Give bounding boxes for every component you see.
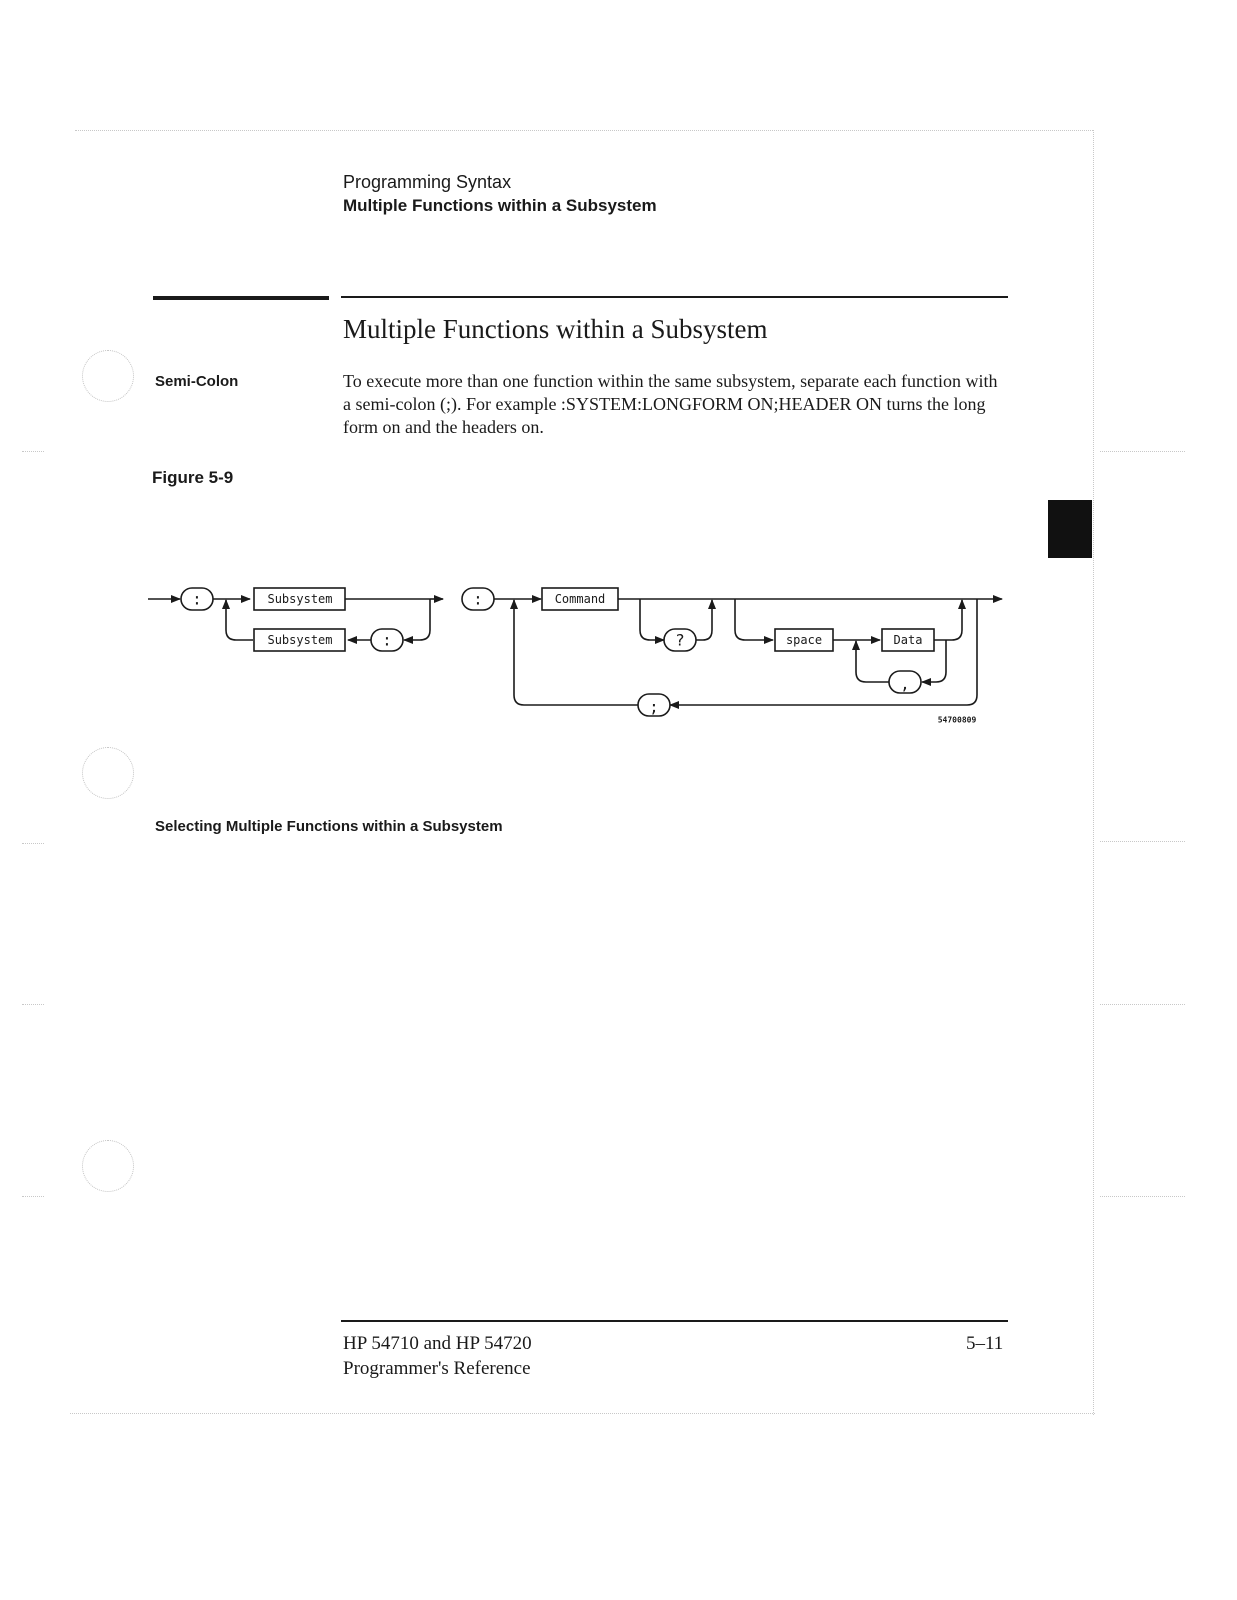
label-data: Data [893, 633, 923, 647]
page-number: 5–11 [966, 1333, 1004, 1354]
chapter-thumb-tab [1048, 500, 1092, 558]
art-number: 54700809 [937, 715, 977, 725]
margin-mark [1100, 451, 1185, 452]
body-paragraph: To execute more than one function within the same subsystem, separate each function with a semi-colon (;). For example :SYSTEM:LONGFORM ON;HEADER ON turns the long form on and the headers on. [343, 371, 998, 437]
label-subsystem-top: Subsystem [267, 592, 333, 606]
margin-mark [1100, 1004, 1185, 1005]
figure-caption: Selecting Multiple Functions within a Subsystem [155, 818, 503, 835]
label-colon-loop: : [382, 630, 392, 650]
page-border-top [75, 130, 1093, 131]
label-subsystem-bottom: Subsystem [267, 633, 333, 647]
margin-mark [1100, 1196, 1185, 1197]
section-rule-left [153, 296, 329, 300]
margin-mark [1100, 841, 1185, 842]
margin-mark [22, 1004, 44, 1005]
label-colon-mid: : [473, 589, 483, 609]
page-border-bottom [70, 1413, 1095, 1414]
margin-mark [22, 843, 44, 844]
figure-label: Figure 5-9 [152, 468, 234, 487]
running-head-chapter: Programming Syntax [343, 172, 512, 192]
margin-mark [22, 451, 44, 452]
footer-rule [341, 1320, 1008, 1322]
page-border-right [1093, 130, 1094, 1415]
side-label: Semi-Colon [155, 373, 239, 390]
margin-mark [22, 1196, 44, 1197]
label-space: space [785, 633, 823, 647]
label-colon-start: : [192, 589, 202, 609]
section-rule-right [341, 296, 1008, 298]
label-comma: , [900, 674, 910, 694]
label-query: ? [675, 630, 685, 650]
punch-hole [82, 1140, 134, 1192]
syntax-diagram [140, 570, 1020, 730]
running-head-section: Multiple Functions within a Subsystem [343, 196, 657, 215]
footer-title-line2: Programmer's Reference [343, 1358, 531, 1379]
punch-hole [82, 350, 134, 402]
label-command: Command [554, 592, 606, 606]
punch-hole [82, 747, 134, 799]
label-semicolon: ; [649, 697, 659, 717]
footer-title-line1: HP 54710 and HP 54720 [343, 1333, 532, 1354]
section-title: Multiple Functions within a Subsystem [343, 314, 768, 344]
